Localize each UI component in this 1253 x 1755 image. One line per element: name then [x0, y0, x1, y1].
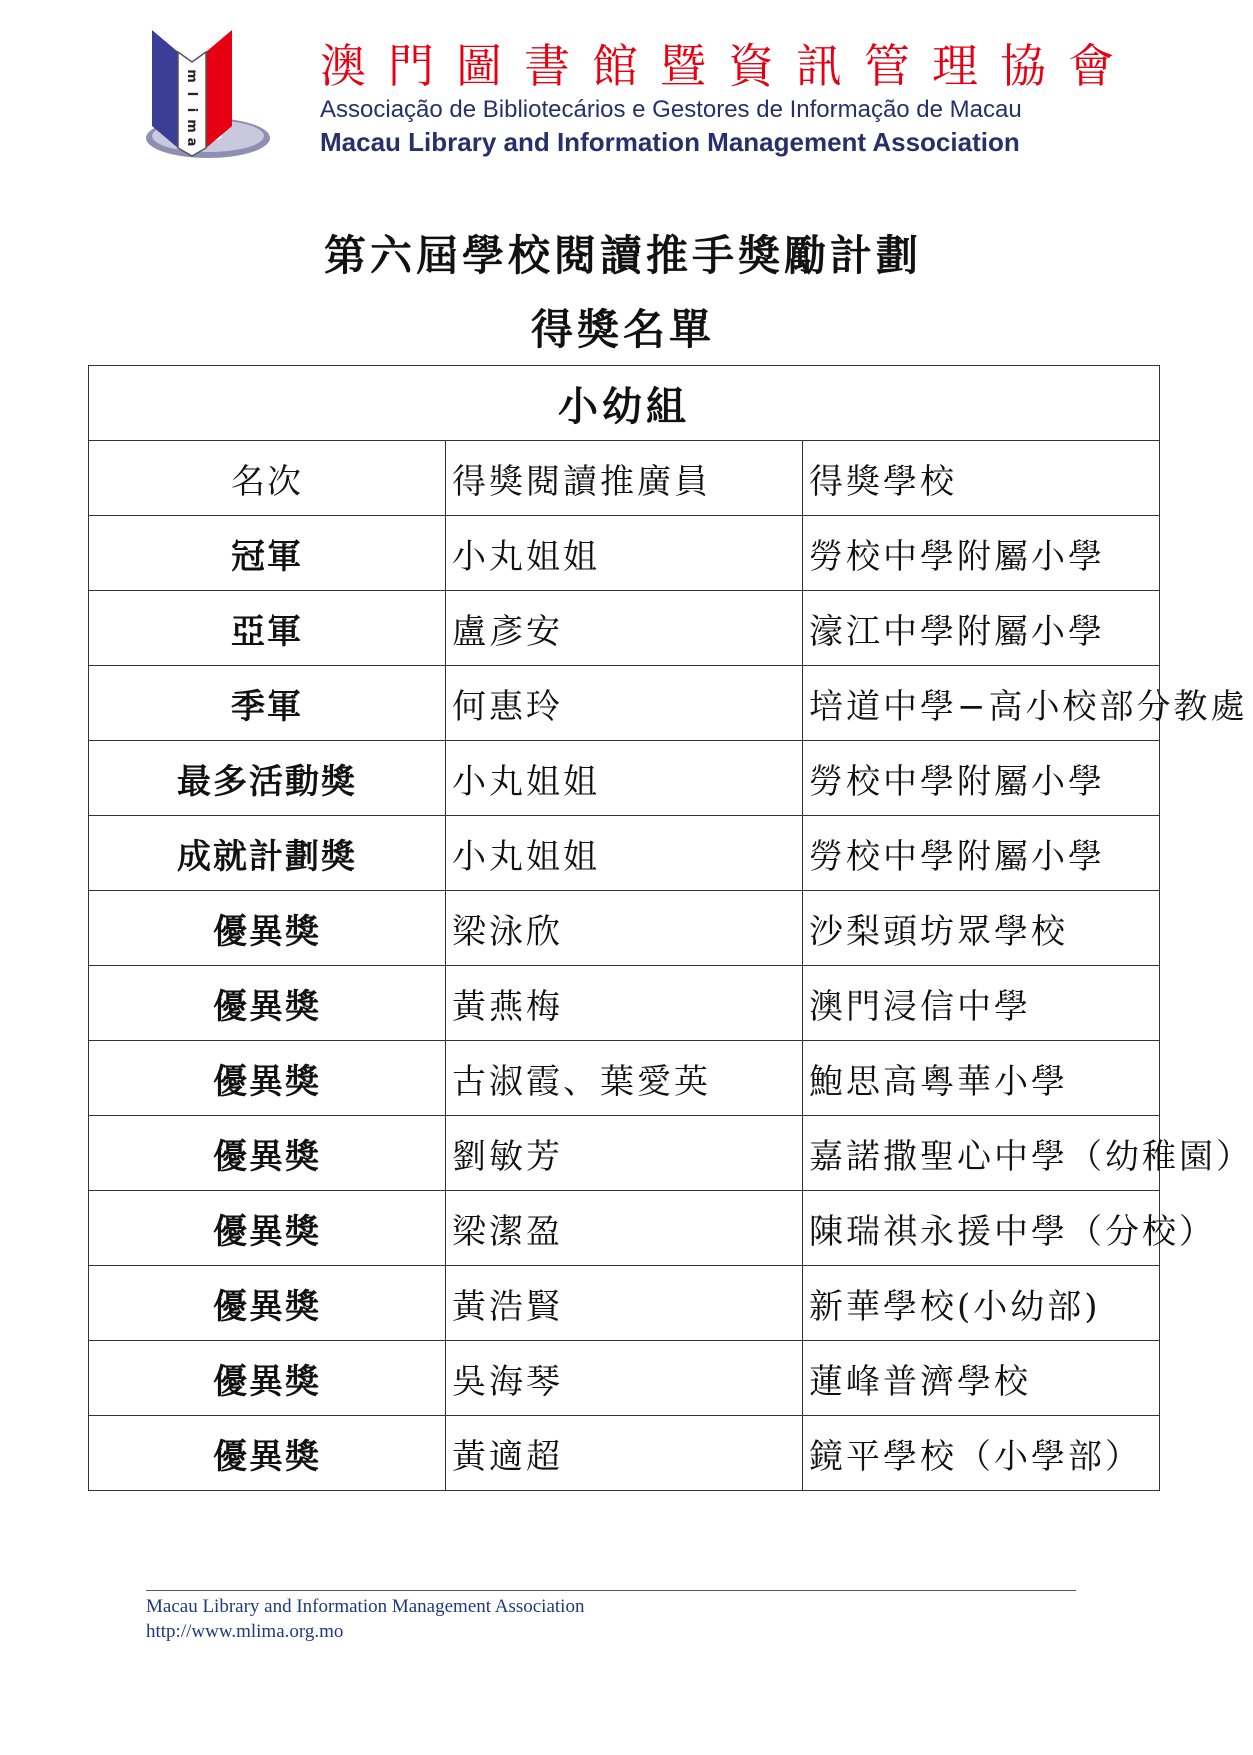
rank-cell: 冠軍	[89, 516, 446, 591]
table-row	[89, 1041, 1160, 1116]
group-title: 小幼組	[89, 366, 1160, 441]
rank-cell: 亞軍	[89, 591, 446, 666]
rank-cell: 優異獎	[89, 1041, 446, 1116]
school-cell: 勞校中學附屬小學	[803, 741, 1160, 816]
person-cell: 小丸姐姐	[446, 816, 803, 891]
rank-cell: 優異獎	[89, 1266, 446, 1341]
school-cell: 勞校中學附屬小學	[803, 516, 1160, 591]
footer-divider	[146, 1590, 1076, 1591]
table-row	[89, 891, 1160, 966]
table-row	[89, 516, 1160, 591]
org-name-en: Macau Library and Information Management Association	[320, 127, 1020, 157]
svg-text:m: m	[184, 69, 199, 83]
school-cell: 嘉諾撒聖心中學（幼稚園）	[803, 1116, 1160, 1191]
group-row	[89, 366, 1160, 441]
rank-cell: 優異獎	[89, 1116, 446, 1191]
footer-url-link[interactable]: http://www.mlima.org.mo	[146, 1621, 344, 1642]
school-cell: 培道中學−高小校部分教處	[803, 666, 1160, 741]
person-cell: 何惠玲	[446, 666, 803, 741]
table-row	[89, 1341, 1160, 1416]
column-header-rank: 名次	[89, 441, 446, 516]
school-cell: 勞校中學附屬小學	[803, 816, 1160, 891]
table-row	[89, 966, 1160, 1041]
person-cell: 梁潔盈	[446, 1191, 803, 1266]
table-row	[89, 591, 1160, 666]
school-cell: 新華學校(小幼部)	[803, 1266, 1160, 1341]
person-cell: 梁泳欣	[446, 891, 803, 966]
school-cell: 鮑思高粵華小學	[803, 1041, 1160, 1116]
svg-text:m: m	[184, 119, 199, 133]
award-table	[88, 365, 1253, 1491]
svg-text:l: l	[184, 91, 199, 97]
rank-cell: 優異獎	[89, 1341, 446, 1416]
person-cell: 小丸姐姐	[446, 516, 803, 591]
org-name-pt: Associação de Bibliotecários e Gestores de Informação de Macau	[320, 96, 1022, 123]
footer-org-name: Macau Library and Information Management Association	[146, 1596, 585, 1617]
school-cell: 鏡平學校（小學部）	[803, 1416, 1160, 1491]
school-cell: 蓮峰普濟學校	[803, 1341, 1160, 1416]
rank-cell: 優異獎	[89, 1416, 446, 1491]
org-name-zh: 澳門圖書館暨資訊管理協會	[320, 39, 1136, 93]
person-cell: 盧彥安	[446, 591, 803, 666]
person-cell: 劉敏芳	[446, 1116, 803, 1191]
column-header-person: 得獎閱讀推廣員	[446, 441, 803, 516]
table-row	[89, 666, 1160, 741]
document-title: 第六屆學校閱讀推手獎勵計劃	[323, 231, 922, 280]
table-row	[89, 1416, 1160, 1491]
rank-cell: 優異獎	[89, 891, 446, 966]
school-cell: 沙梨頭坊眾學校	[803, 891, 1160, 966]
person-cell: 古淑霞、葉愛英	[446, 1041, 803, 1116]
table-row	[89, 816, 1160, 891]
person-cell: 黃浩賢	[446, 1266, 803, 1341]
mlima-logo-graphic	[138, 30, 288, 170]
svg-text:i: i	[184, 107, 199, 113]
document-subtitle: 得獎名單	[530, 305, 715, 354]
person-cell: 黃燕梅	[446, 966, 803, 1041]
rank-cell: 成就計劃獎	[89, 816, 446, 891]
header-row	[89, 441, 1160, 516]
school-cell: 濠江中學附屬小學	[803, 591, 1160, 666]
table-row	[89, 1191, 1160, 1266]
table-row	[89, 741, 1160, 816]
table-row	[89, 1116, 1160, 1191]
school-cell: 澳門浸信中學	[803, 966, 1160, 1041]
table-row	[89, 1266, 1160, 1341]
svg-text:a: a	[184, 137, 199, 147]
person-cell: 吳海琴	[446, 1341, 803, 1416]
rank-cell: 優異獎	[89, 966, 446, 1041]
rank-cell: 最多活動獎	[89, 741, 446, 816]
person-cell: 小丸姐姐	[446, 741, 803, 816]
mlima-logo	[138, 30, 288, 170]
rank-cell: 季軍	[89, 666, 446, 741]
person-cell: 黃適超	[446, 1416, 803, 1491]
school-cell: 陳瑞祺永援中學（分校）	[803, 1191, 1160, 1266]
column-header-school: 得獎學校	[803, 441, 1160, 516]
rank-cell: 優異獎	[89, 1191, 446, 1266]
